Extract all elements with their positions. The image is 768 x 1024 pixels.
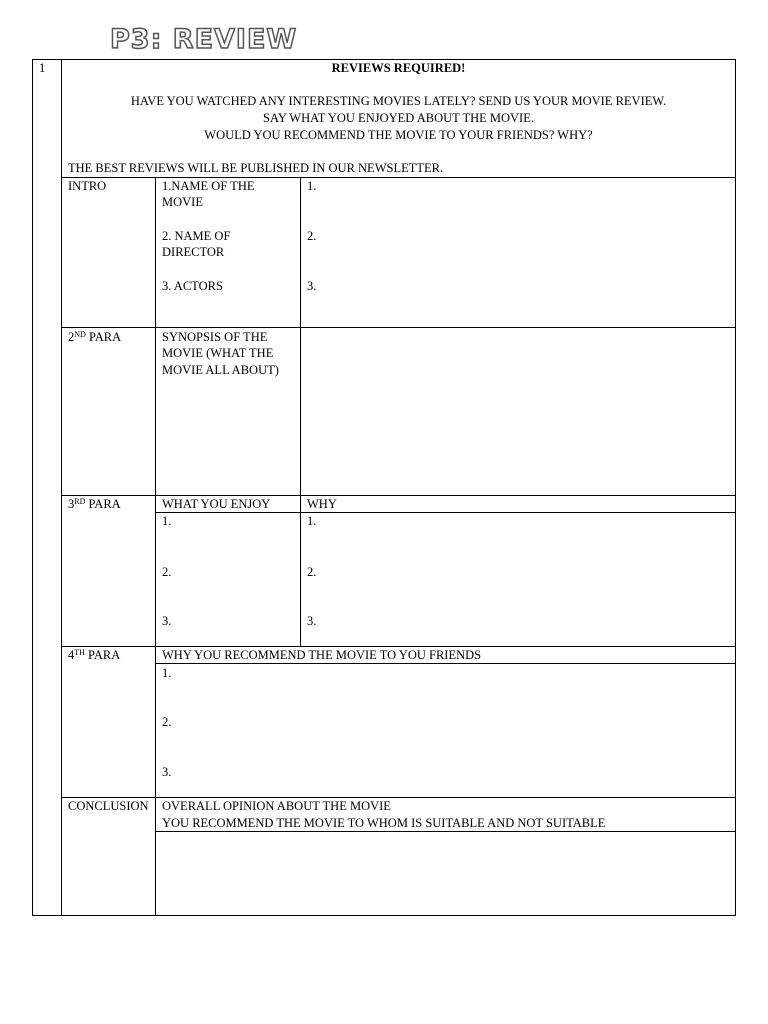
intro-item-2-line-1: 2. NAME OF [162,229,231,243]
label-column-divider [155,177,156,916]
para2-line-2: MOVIE (WHAT THE [162,346,274,360]
intro-label: INTRO [68,179,107,193]
para4-header: WHY YOU RECOMMEND THE MOVIE TO YOU FRIENDS [162,648,482,662]
para4-label [68,647,120,664]
para3-label [68,496,121,513]
para4-item-1: 1. [162,666,172,680]
intro-answer-3: 3. [307,279,317,293]
conclusion-line-2: YOU RECOMMEND THE MOVIE TO WHOM IS SUITABLE AND NOT SUITABLE [162,816,606,830]
para3-enjoy-1: 1. [162,514,172,528]
para3-enjoy-3: 3. [162,614,172,628]
page-title: P3: REVIEW [110,24,298,55]
table-right-border [735,59,736,916]
para2-line-3: MOVIE ALL ABOUT) [162,363,279,377]
para3-why-2: 2. [307,565,317,579]
intro-item-3: 3. ACTORS [162,279,223,293]
intro-answer-2: 2. [307,229,317,243]
header-line-1: HAVE YOU WATCHED ANY INTERESTING MOVIES LATELY? SEND US YOUR MOVIE REVIEW. [130,94,667,108]
intro-item-1-line-2: MOVIE [162,195,203,209]
para4-item-2: 2. [162,715,172,729]
para2-label-num: 2 [68,330,75,344]
header-title: REVIEWS REQUIRED! [331,61,466,75]
para2-inner-divider [300,327,301,495]
para2-label-rest: PARA [85,330,122,344]
intro-item-2-line-2: DIRECTOR [162,245,225,259]
para4-label-sup: TH [74,648,85,657]
para2-label-sup: ND [74,330,86,339]
para3-label-num: 3 [68,497,75,511]
conclusion-label: CONCLUSION [68,799,149,813]
para4-label-num: 4 [68,648,75,662]
conclusion-line-1: OVERALL OPINION ABOUT THE MOVIE [162,799,391,813]
para4-label-rest: PARA [84,648,121,662]
number-column-divider [61,59,62,916]
para3-col1-header: WHAT YOU ENJOY [162,497,271,511]
para3-label-rest: PARA [85,497,121,511]
para3-why-1: 1. [307,514,317,528]
row-number: 1 [39,61,46,75]
para3-why-3: 3. [307,614,317,628]
header-note: THE BEST REVIEWS WILL BE PUBLISHED IN OUR NEWSLETTER. [68,161,444,175]
header-line-3: WOULD YOU RECOMMEND THE MOVIE TO YOUR FRIENDS? WHY? [204,128,593,142]
para3-inner-divider [300,495,301,646]
para3-col2-header: WHY [307,497,337,511]
intro-inner-divider [300,177,301,327]
table-bottom-border [32,915,736,916]
para3-label-sup: RD [74,497,86,506]
intro-row-divider [61,327,736,328]
table-left-border [32,59,33,916]
intro-answer-1: 1. [307,179,317,193]
para3-enjoy-2: 2. [162,565,172,579]
intro-item-1-line-1: 1.NAME OF THE [162,179,255,193]
header-line-2: SAY WHAT YOU ENJOYED ABOUT THE MOVIE. [263,111,534,125]
para2-label [68,329,121,346]
para4-item-3: 3. [162,765,172,779]
para2-line-1: SYNOPSIS OF THE [162,330,268,344]
